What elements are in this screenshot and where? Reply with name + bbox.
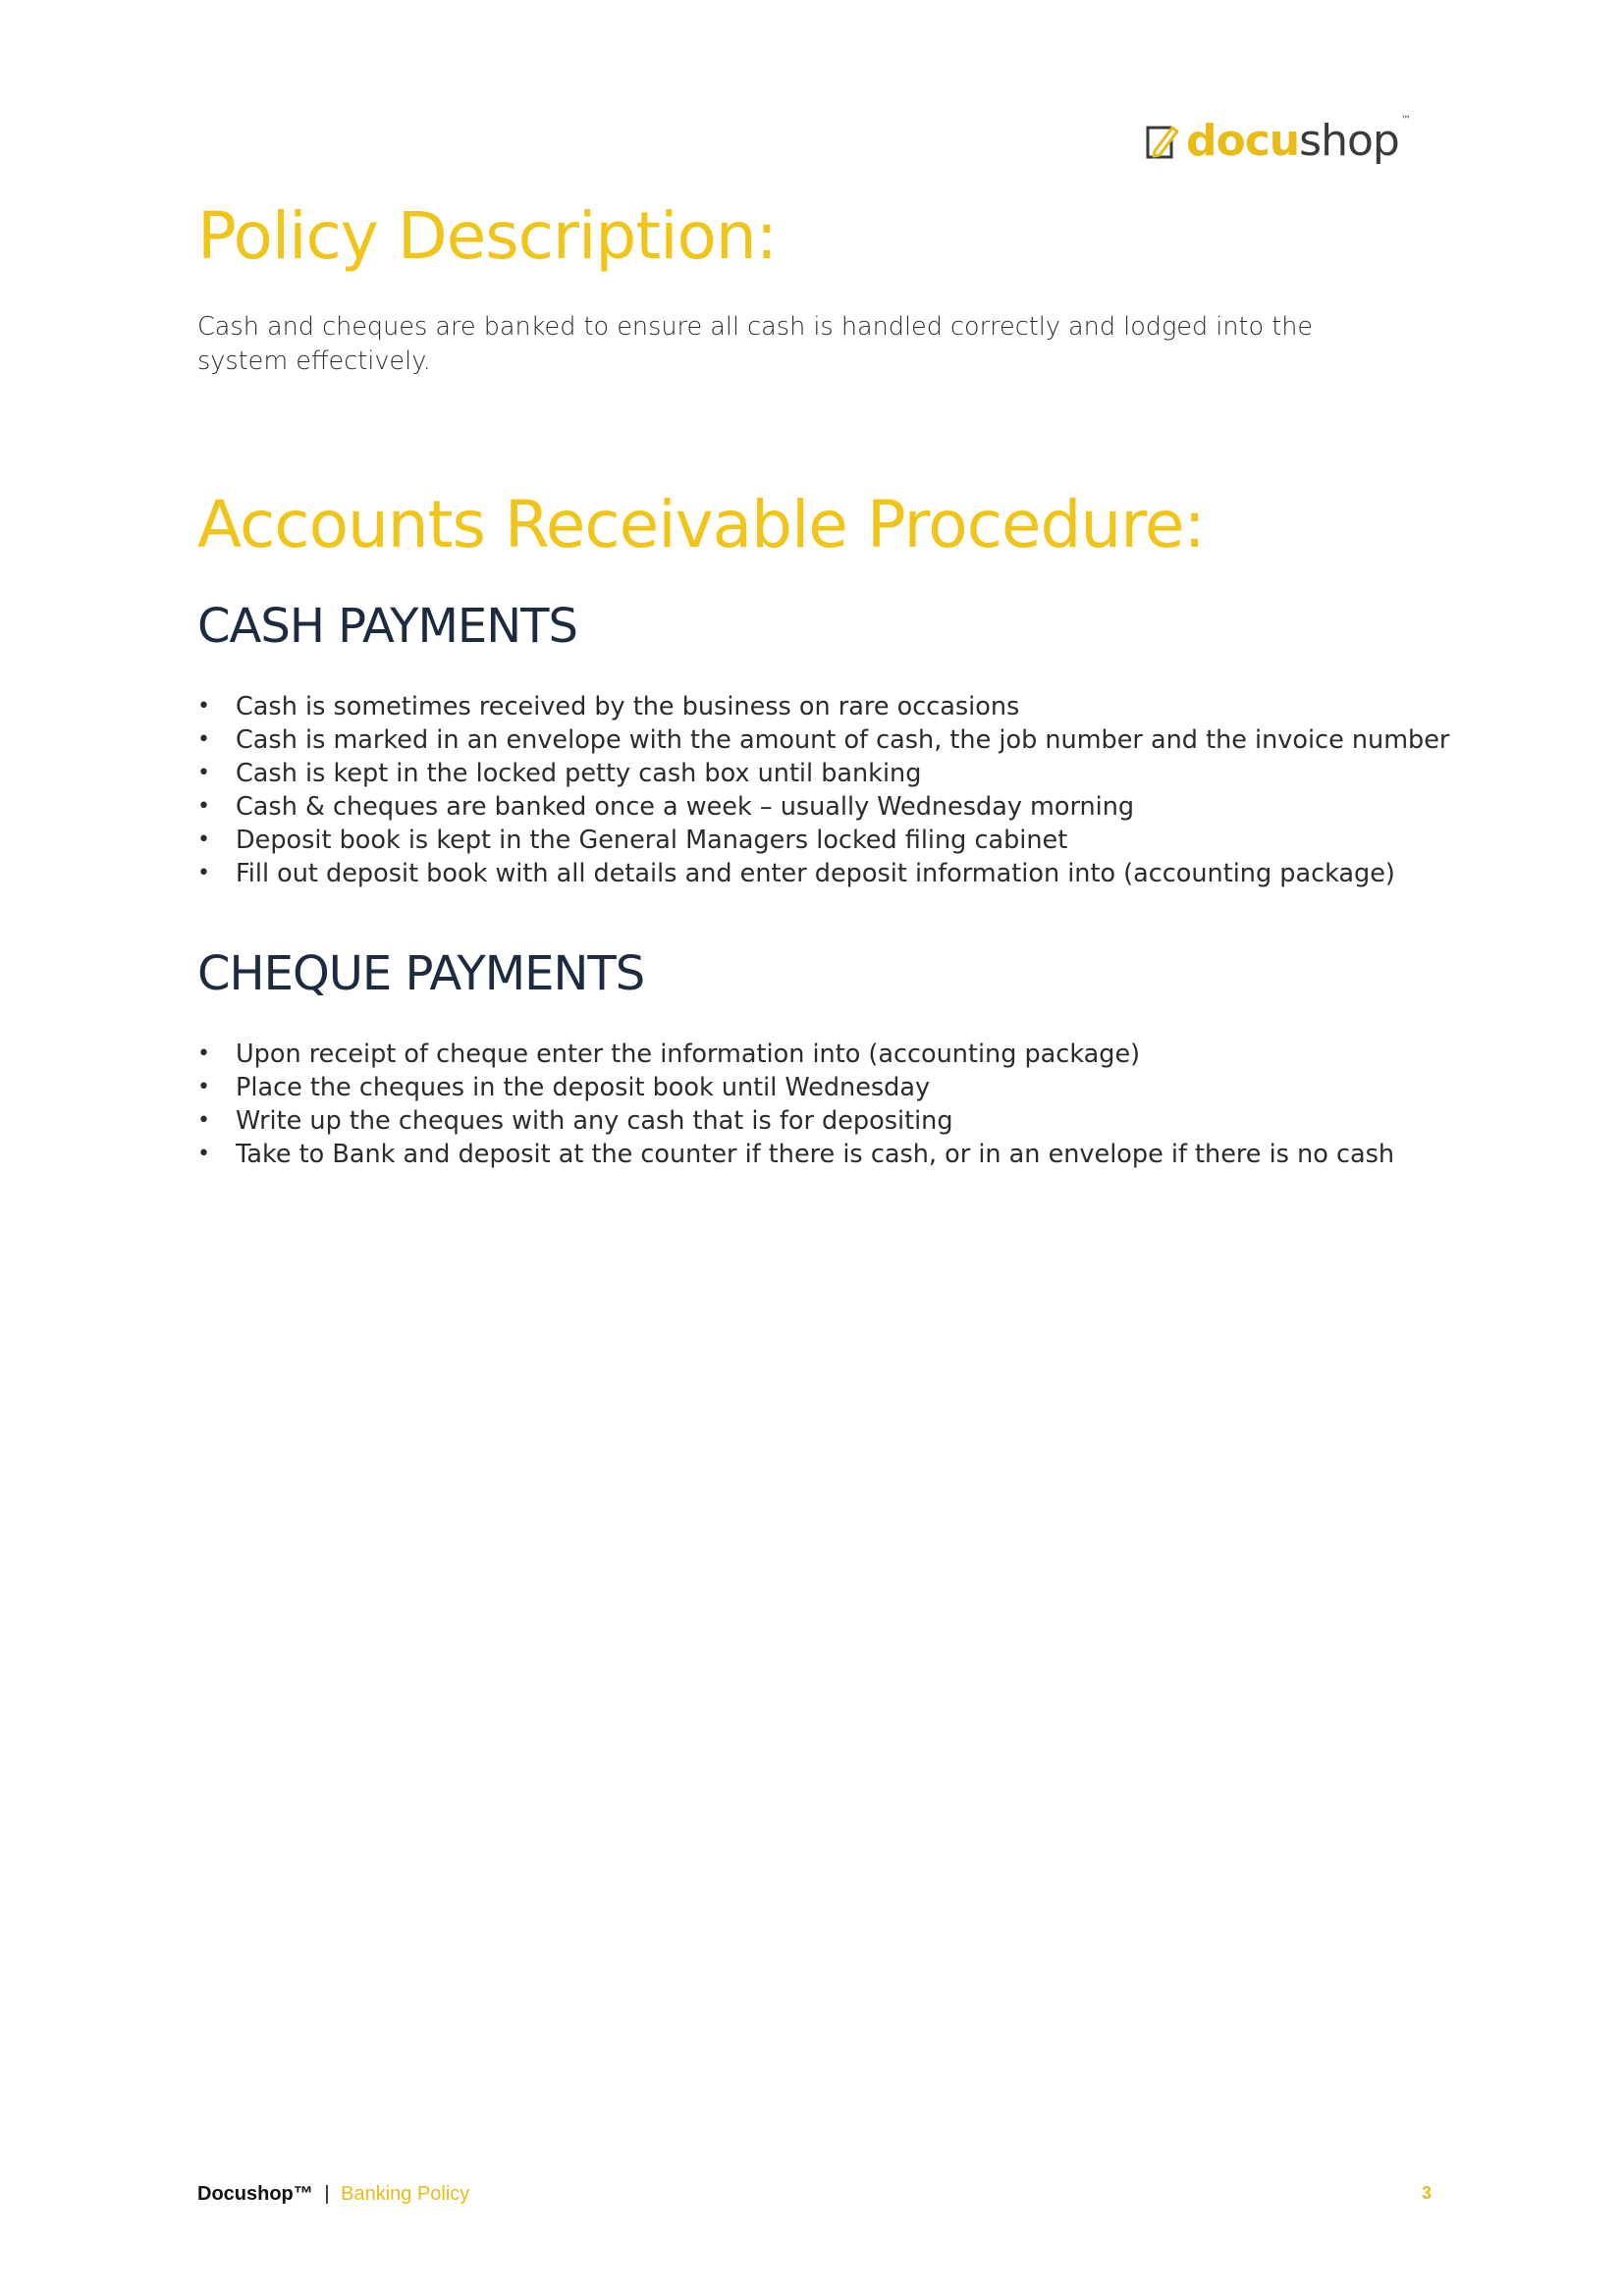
- cheque-payments-list: [197, 1038, 1474, 1171]
- list-item: • Cash is kept in the locked petty cash box until banking: [197, 757, 1474, 790]
- cheque-payments-heading: CHEQUE PAYMENTS: [197, 946, 645, 1001]
- list-item: • Cash is marked in an envelope with the amount of cash, the job number and the invoice number: [197, 723, 1474, 757]
- logo-wordmark: [1186, 115, 1410, 166]
- logo-docu: docu: [1186, 116, 1300, 166]
- policy-description-heading: Policy Description:: [197, 198, 777, 274]
- page-footer: [197, 2183, 469, 2206]
- footer-separator: |: [324, 2183, 330, 2205]
- list-item: • Cash is sometimes received by the business on rare occasions: [197, 690, 1474, 723]
- logo-shop: shop: [1299, 116, 1399, 166]
- pencil-document-icon: [1145, 122, 1180, 161]
- accounts-receivable-heading: Accounts Receivable Procedure:: [197, 487, 1205, 562]
- list-item: • Place the cheques in the deposit book until Wednesday: [197, 1071, 1474, 1104]
- list-item: • Take to Bank and deposit at the counter if there is cash, or in an envelope if there is no cash: [197, 1138, 1474, 1171]
- list-item: • Deposit book is kept in the General Managers locked filing cabinet: [197, 824, 1474, 857]
- cash-payments-list: [197, 690, 1474, 890]
- footer-document-title: Banking Policy: [341, 2183, 470, 2205]
- page-number: 3: [1422, 2183, 1433, 2203]
- footer-brand: Docushop™: [197, 2183, 313, 2205]
- list-item: • Upon receipt of cheque enter the information into (accounting package): [197, 1038, 1474, 1071]
- cash-payments-heading: CASH PAYMENTS: [197, 599, 577, 654]
- logo-trademark: ™: [1400, 115, 1410, 126]
- list-item: • Fill out deposit book with all details and enter deposit information into (accounting package): [197, 857, 1474, 890]
- policy-description-paragraph: Cash and cheques are banked to ensure all cash is handled correctly and lodged into the system effectively.: [197, 312, 1314, 376]
- list-item: • Write up the cheques with any cash that is for depositing: [197, 1104, 1474, 1138]
- docushop-logo: [1145, 115, 1410, 166]
- list-item: • Cash & cheques are banked once a week – usually Wednesday morning: [197, 790, 1474, 824]
